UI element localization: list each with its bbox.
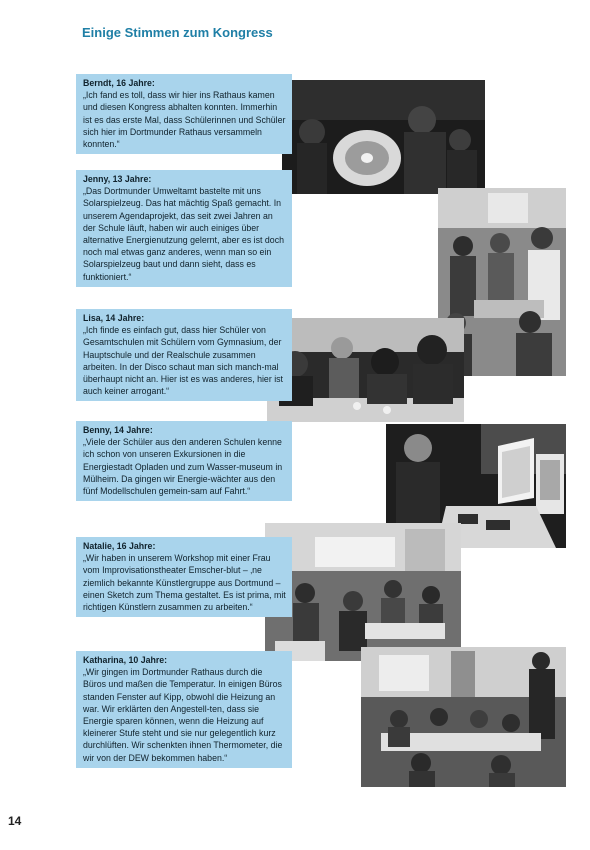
photo-solar-toy	[282, 80, 485, 194]
quote-box-lisa	[76, 309, 292, 401]
quote-text: „Wir haben in unserem Workshop mit einer Frau vom Improvisationstheater Emscher-blut – ‚ne ziemlich bekannte Künstlergruppe aus Dortmund – einen Sketch zum Thema gestaltet. Es ist prima, mit richtigen Künstlern zusammen zu arbeiten.“	[83, 553, 286, 613]
quote-box-benny	[76, 421, 292, 501]
quote-box-jenny	[76, 170, 292, 287]
quote-text: „Das Dortmunder Umweltamt bastelte mit uns Solarspielzeug. Das hat mächtig Spaß gemacht. In unserem Agendaprojekt, das seit zwei Jahren an der Schule läuft, haben wir auch einiges über alternative Energienutzung gelernt, aber es ist doch noch mal etwas ganz anderes, wenn man so ein Solarspielzeug baut und dann sieht, dass es funktioniert.“	[83, 186, 284, 282]
quote-name: Lisa, 14 Jahre:	[83, 313, 145, 323]
photo-meeting-room	[361, 647, 566, 787]
quote-name: Natalie, 16 Jahre:	[83, 541, 156, 551]
quote-text: „Ich finde es einfach gut, dass hier Schüler von Gesamtschulen mit Schülern vom Gymnasium, der Hauptschule und der Realschule zusammen arbeiten. In der Disco schaut man sich manch-mal überhaupt nicht an. Hier ist es was anderes, hier ist auch keiner arrogant.“	[83, 325, 283, 397]
quote-box-natalie	[76, 537, 292, 617]
page-number: 14	[8, 814, 22, 828]
quote-text: „Wir gingen im Dortmunder Rathaus durch die Büros und maßen die Temperatur. In einigen Büros standen Fenster auf Kipp, obwohl die Heizung an war. Wir erklärten den Angestell-ten, dass sie Energie sparen können, wenn die Heizung auf kleinerer Stufe steht und sie nur gelegentlich kurz durchlüften. Wir schenkten ihnen Thermometer, die wir von der DEW bekommen haben.“	[83, 667, 283, 763]
quote-box-katharina	[76, 651, 292, 768]
photo-students-table	[267, 318, 464, 422]
quote-name: Jenny, 13 Jahre:	[83, 174, 152, 184]
quote-name: Berndt, 16 Jahre:	[83, 78, 155, 88]
quote-text: „Ich fand es toll, dass wir hier ins Rathaus kamen und diesen Kongress abhalten konnten. Immerhin ist es das erste Mal, dass Schülerinnen und Schüler sich hier im Dortmunder Rathaus versammeln konnten.“	[83, 90, 286, 150]
quote-name: Katharina, 10 Jahre:	[83, 655, 168, 665]
quote-text: „Viele der Schüler aus den anderen Schulen kenne ich schon von unseren Exkursionen in die Energiestadt Opladen und zum Wasser-museum in Mülheim. Da gingen wir Energie-wächter aus den fünf Modellschulen gemein-sam auf Fahrt.“	[83, 437, 283, 497]
page-title: Einige Stimmen zum Kongress	[82, 25, 273, 40]
quote-box-berndt	[76, 74, 292, 154]
photo-classroom-workshop	[265, 523, 461, 661]
quote-name: Benny, 14 Jahre:	[83, 425, 153, 435]
